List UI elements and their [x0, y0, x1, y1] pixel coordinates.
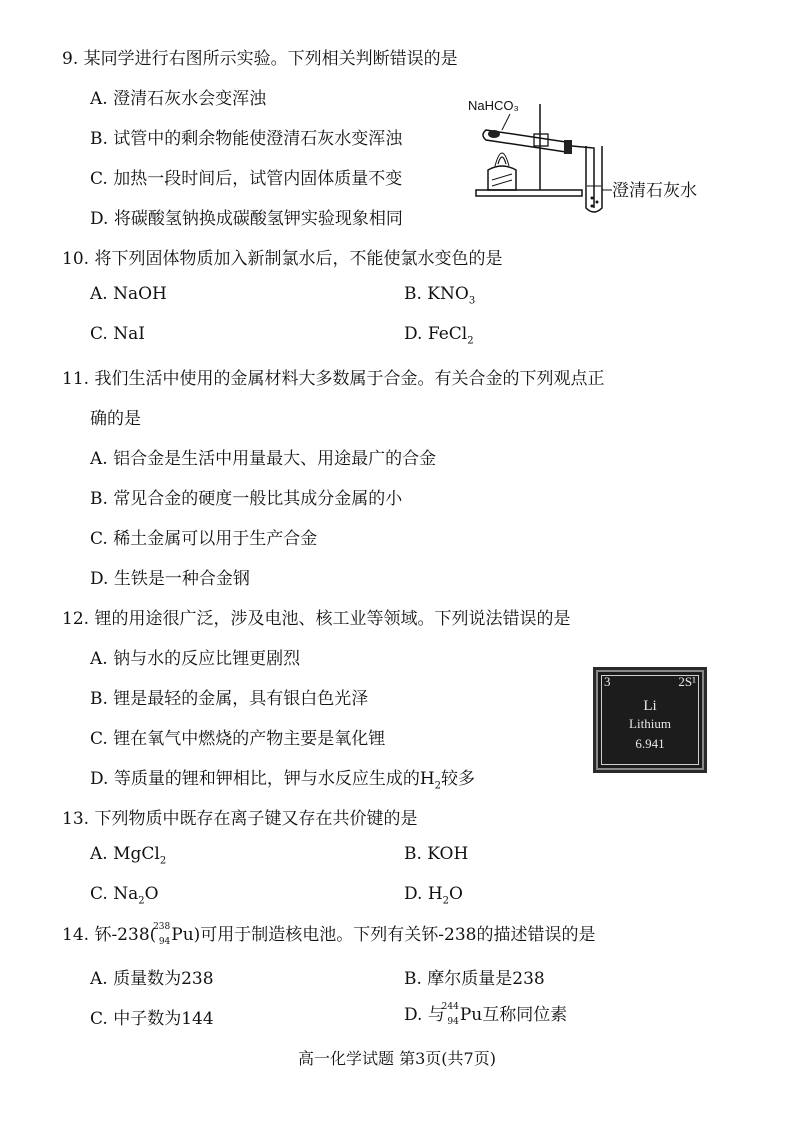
q11-option-c: C. 稀土金属可以用于生产合金: [90, 529, 318, 549]
electron-config: 2S¹: [678, 674, 696, 689]
q14-option-c: C. 中子数为144: [90, 1009, 214, 1029]
q9-option-b: B. 试管中的剩余物能使澄清石灰水变浑浊: [90, 129, 403, 149]
q10-option-a: A. NaOH: [90, 284, 167, 304]
q11-option-a: A. 铝合金是生活中用量最大、用途最广的合金: [90, 449, 437, 469]
question-12-stem: 12. 锂的用途很广泛，涉及电池、核工业等领域。下列说法错误的是: [62, 609, 571, 629]
element-name: Lithium: [629, 716, 671, 731]
question-11-stem-cont: 确的是: [90, 409, 141, 429]
question-14-stem: 14. 钚-238( 238 94 Pu)可用于制造核电池。下列有关钚-238的描述错误的是: [62, 921, 596, 947]
reagent-label: NaHCO₃: [468, 98, 519, 113]
q12-option-d: D. 等质量的锂和钾相比，钾与水反应生成的$H_2$较多: [90, 769, 476, 792]
q9-option-c: C. 加热一段时间后，试管内固体质量不变: [90, 169, 403, 189]
question-13-stem: 13. 下列物质中既存在离子键又存在共价键的是: [62, 809, 418, 829]
atomic-number: 3: [604, 674, 611, 689]
q10-option-d: D. FeCl$_2$: [404, 324, 474, 347]
q11-option-b: B. 常见合金的硬度一般比其成分金属的小: [90, 489, 403, 509]
q12-option-c: C. 锂在氧气中燃烧的产物主要是氧化锂: [90, 729, 386, 749]
q9-option-a: A. 澄清石灰水会变浑浊: [90, 89, 267, 109]
q13-option-d: D. $H_2O$: [404, 884, 463, 907]
solution-label: 澄清石灰水: [612, 181, 697, 201]
question-11-stem: 11. 我们生活中使用的金属材料大多数属于合金。有关合金的下列观点正: [62, 369, 605, 389]
q10-option-b: B. $KNO_3$: [404, 284, 476, 307]
q12-option-a: A. 钠与水的反应比锂更剧烈: [90, 649, 301, 669]
q13-option-c: C. $Na_2O$: [90, 884, 159, 907]
q13-option-b: B. KOH: [404, 844, 469, 864]
q10-option-c: C. NaI: [90, 324, 145, 344]
q11-option-d: D. 生铁是一种合金钢: [90, 569, 250, 589]
question-9-stem: 9. 某同学进行右图所示实验。下列相关判断错误的是: [62, 49, 458, 69]
page-footer: 高一化学试题 第3页(共7页): [298, 1049, 496, 1068]
q14-option-a: A. 质量数为238: [90, 969, 214, 989]
lithium-element-card: [593, 667, 707, 773]
heating-apparatus-figure: [466, 90, 706, 220]
q13-option-a: A. MgCl$_2$: [90, 844, 167, 867]
element-symbol: Li: [643, 698, 657, 714]
isotope-pu238-notation: 238 94: [153, 921, 171, 947]
q14-option-b: B. 摩尔质量是238: [404, 969, 545, 989]
atomic-mass: 6.941: [635, 736, 665, 751]
question-10-stem: 10. 将下列固体物质加入新制氯水后，不能使氯水变色的是: [62, 249, 503, 269]
isotope-pu244-notation: 244 94: [441, 1001, 459, 1027]
q9-option-d: D. 将碳酸氢钠换成碳酸氢钾实验现象相同: [90, 209, 403, 229]
q12-option-b: B. 锂是最轻的金属，具有银白色光泽: [90, 689, 369, 709]
q14-option-d: D. 与 244 94 Pu互称同位素: [404, 1001, 568, 1027]
